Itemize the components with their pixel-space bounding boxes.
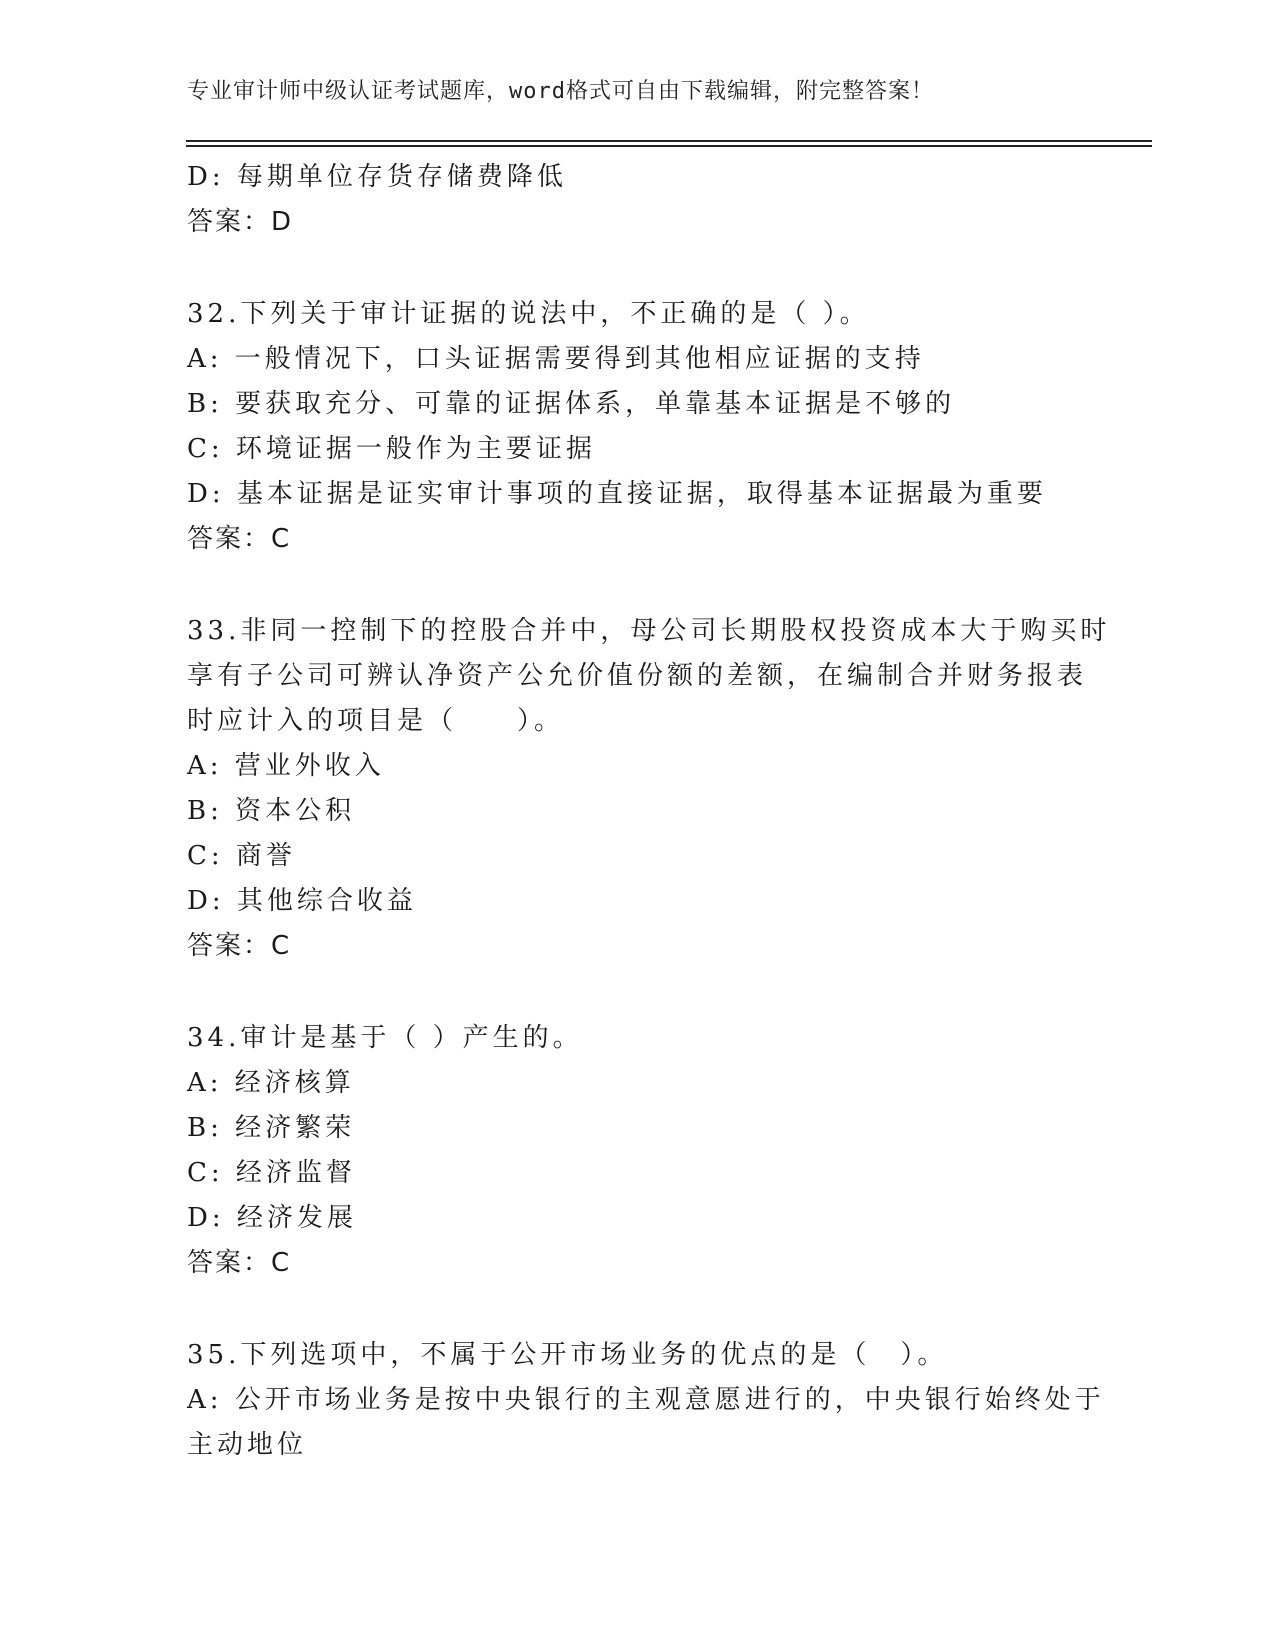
- page-header: 专业审计师中级认证考试题库，word格式可自由下载编辑，附完整答案！: [187, 79, 934, 104]
- option-c: C: 商誉: [187, 841, 296, 871]
- answer-line: 答案：C: [187, 931, 292, 961]
- option-c: C: 环境证据一般作为主要证据: [187, 434, 596, 464]
- option-d: D: 基本证据是证实审计事项的直接证据，取得基本证据最为重要: [187, 479, 1047, 509]
- question-text: 32.下列关于审计证据的说法中，不正确的是（ ）。: [187, 299, 870, 329]
- question-text-cont: 时应计入的项目是（ ）。: [187, 706, 565, 736]
- answer-line: 答案：D: [187, 207, 294, 237]
- question-text: 33.非同一控制下的控股合并中，母公司长期股权投资成本大于购买时: [187, 616, 1111, 646]
- question-text: 34.审计是基于（ ）产生的。: [187, 1023, 583, 1053]
- question-list: [187, 155, 1111, 1468]
- option-a-cont: 主动地位: [187, 1430, 308, 1460]
- question-text: 35.下列选项中，不属于公开市场业务的优点的是（ ）。: [187, 1340, 948, 1370]
- option-a: A: 经济核算: [187, 1068, 355, 1098]
- option-a: A: 营业外收入: [187, 751, 385, 781]
- question-34: [187, 1016, 1087, 1286]
- answer-line: 答案：C: [187, 1248, 292, 1278]
- option-b: B: 资本公积: [187, 796, 356, 826]
- question-33: [187, 609, 1111, 969]
- option-d: D: 每期单位存货存储费降低: [187, 162, 567, 192]
- question-text-cont: 享有子公司可辨认净资产公允价值份额的差额，在编制合并财务报表: [187, 661, 1088, 691]
- question-35: [187, 1333, 1105, 1468]
- option-b: B: 要获取充分、可靠的证据体系，单靠基本证据是不够的: [187, 389, 956, 419]
- header-rule-bottom: [186, 145, 1152, 147]
- option-a: A: 公开市场业务是按中央银行的主观意愿进行的，中央银行始终处于: [187, 1385, 1105, 1415]
- question-32: [187, 292, 1087, 562]
- option-b: B: 经济繁荣: [187, 1113, 356, 1143]
- header-rule-top: [186, 140, 1152, 142]
- answer-line: 答案：C: [187, 524, 292, 554]
- option-d: D: 经济发展: [187, 1203, 357, 1233]
- option-c: C: 经济监督: [187, 1158, 356, 1188]
- option-a: A: 一般情况下，口头证据需要得到其他相应证据的支持: [187, 344, 925, 374]
- option-d: D: 其他综合收益: [187, 886, 417, 916]
